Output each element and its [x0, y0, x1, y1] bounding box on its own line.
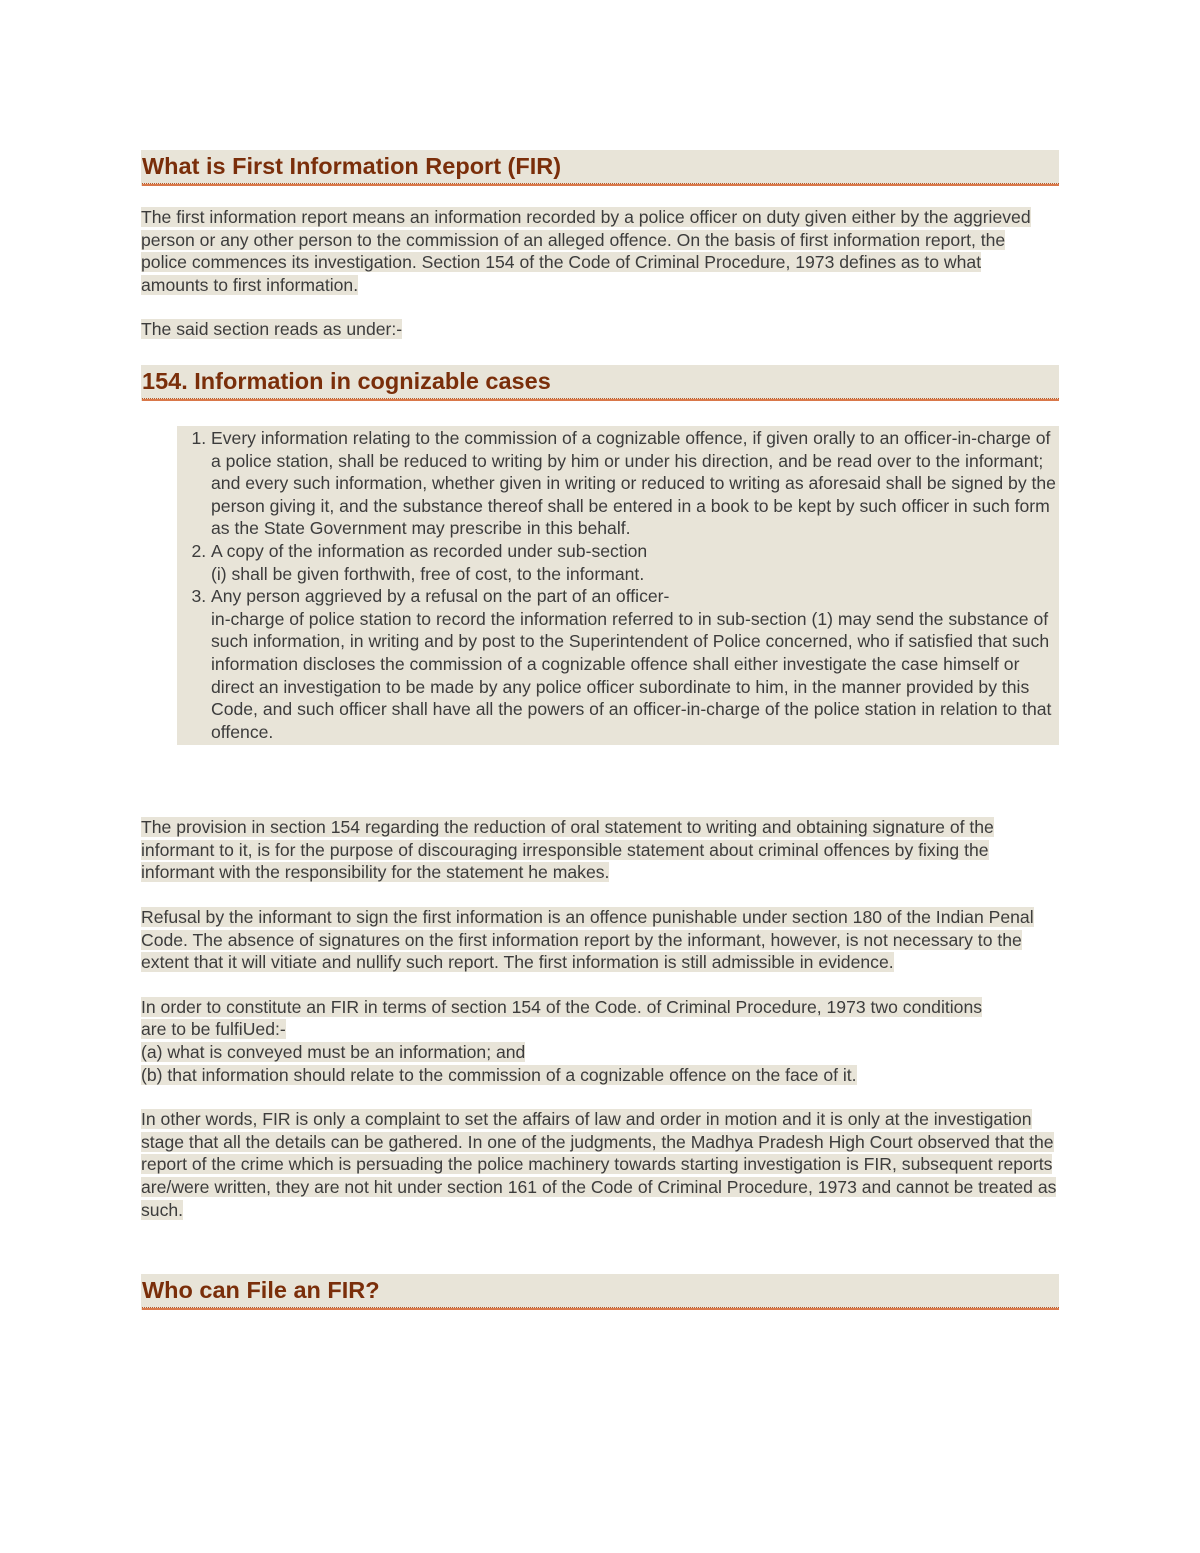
- paragraph-conditions-intro: In order to constitute an FIR in terms of section 154 of the Code. of Criminal Procedure, 1973 two conditions are to be fulfiUed:-: [141, 996, 983, 1040]
- heading-what-is-fir: [141, 150, 1059, 186]
- heading-who-can-file-text: Who can File an FIR?: [142, 1277, 380, 1304]
- list-item-continuation: (i) shall be given forthwith, free of cost, to the informant.: [211, 563, 645, 584]
- document-page: [141, 150, 1059, 1310]
- list-item-continuation: in-charge of police station to record the information referred to in sub-section (1) may send the substance of such information, in writing and by post to the Superintendent of Police concerned, who if satisfied that such information discloses the commission of a cognizable offence shall either investigate the case himself or direct an investigation to be made by any police officer subordinate to him, in the manner provided by this Code, and such officer shall have all the powers of an officer-in-charge of the police station in relation to that offence.: [211, 608, 1052, 742]
- paragraph-condition-b: (b) that information should relate to the commission of a cognizable offence on the face of it.: [141, 1064, 857, 1085]
- heading-rule: [142, 398, 1059, 401]
- list-item-text: Every information relating to the commission of a cognizable offence, if given orally to an officer-in-charge of a police station, shall be reduced to writing by him or under his direction, and be read over to the informant; and every such information, whether given in writing or reduced to writing as aforesaid shall be signed by the person giving it, and the substance thereof shall be entered in a book to be kept by such officer in such form as the State Government may prescribe in this behalf.: [211, 427, 1056, 539]
- heading-section-154-text: 154. Information in cognizable cases: [142, 367, 551, 394]
- heading-rule: [142, 1307, 1059, 1310]
- heading-rule: [142, 183, 1059, 186]
- list-item: [211, 540, 1059, 585]
- heading-section-154: [141, 365, 1059, 401]
- paragraph-fir-definition-text: The first information report means an information recorded by a police officer on duty given either by the aggrieved person or any other person to the commission of an alleged offence. On the basis of first information report, the police commences its investigation. Section 154 of the Code of Criminal Procedure, 1973 defines as to what amounts to first information.: [141, 207, 1031, 295]
- section-154-list: [177, 427, 1059, 743]
- list-item-text: Any person aggrieved by a refusal on the part of an officer-: [211, 586, 670, 607]
- paragraph-refusal-text: Refusal by the informant to sign the first information is an offence punishable under section 180 of the Indian Penal Code. The absence of signatures on the first information report by the informant, however, is not necessary to the extent that it will vitiate and nullify such report. The first information is still admissible in evidence.: [141, 907, 1034, 973]
- paragraph-provision-text: The provision in section 154 regarding the reduction of oral statement to writing and obtaining signature of the informant to it, is for the purpose of discouraging irresponsible statement about criminal offences by fixing the informant with the responsibility for the statement he makes.: [141, 817, 994, 883]
- section-154-list-block: [177, 426, 1059, 745]
- paragraph-conditions: [141, 996, 1001, 1086]
- paragraph-section-intro: [141, 318, 1059, 341]
- list-item-text: A copy of the information as recorded under sub-section: [211, 540, 648, 561]
- list-item: [211, 427, 1059, 540]
- heading-who-can-file: [141, 1274, 1059, 1310]
- paragraph-section-intro-text: The said section reads as under:-: [141, 319, 403, 340]
- list-item: [211, 585, 1059, 743]
- paragraph-condition-a: (a) what is conveyed must be an information; and: [141, 1042, 526, 1063]
- paragraph-fir-definition: [141, 206, 1046, 296]
- paragraph-other-words: [141, 1108, 1059, 1221]
- paragraph-refusal: [141, 906, 1059, 974]
- heading-what-is-fir-text: What is First Information Report (FIR): [142, 153, 562, 179]
- paragraph-other-words-text: In other words, FIR is only a complaint to set the affairs of law and order in motion and it is only at the investigation stage that all the details can be gathered. In one of the judgments, the Madhya Pradesh High Court observed that the report of the crime which is persuading the police machinery towards starting investigation is FIR, subsequent reports are/were written, they are not hit under section 161 of the Code of Criminal Procedure, 1973 and cannot be treated as such.: [141, 1109, 1057, 1220]
- paragraph-provision: [141, 816, 1059, 884]
